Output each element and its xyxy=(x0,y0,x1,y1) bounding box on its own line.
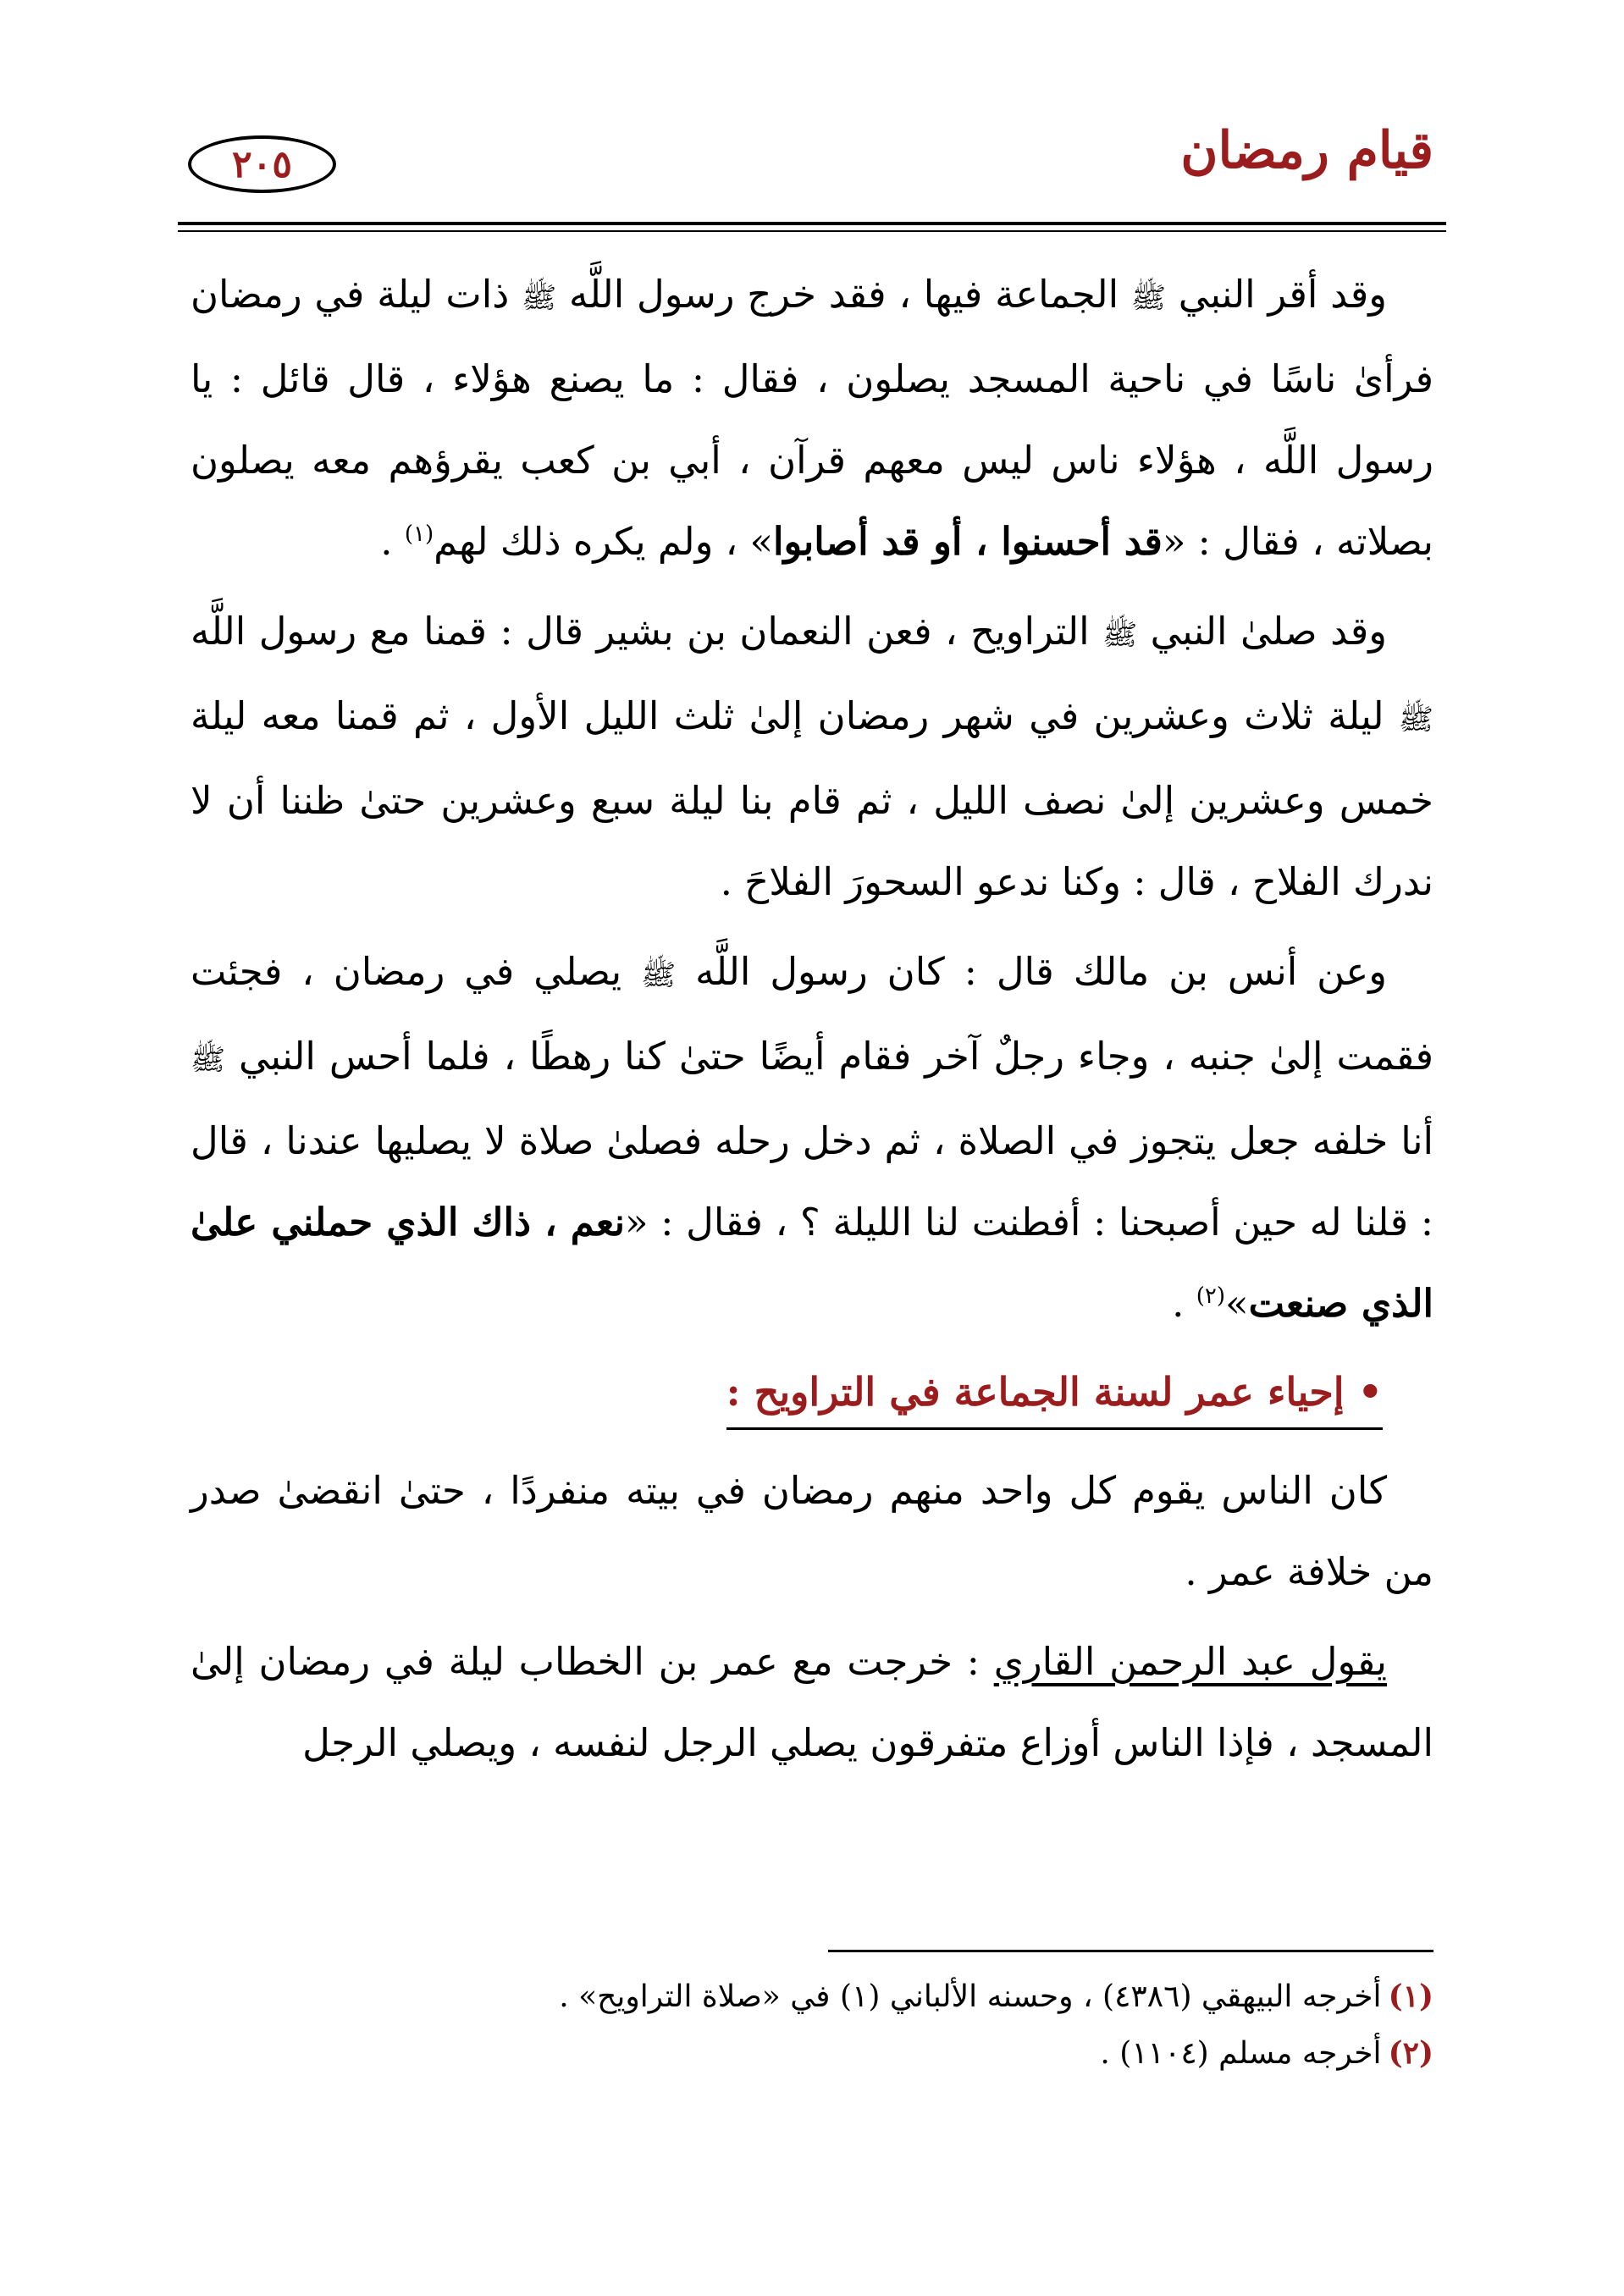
paragraph-4: كان الناس يقوم كل واحد منهم رمضان في بيته منفردًا ، حتىٰ انقضىٰ صدر من خلافة عمر . xyxy=(191,1468,1433,1594)
text-span: » xyxy=(1225,1281,1249,1326)
salutation-glyph: ﷺ xyxy=(1102,618,1138,652)
text-span: » ، ولم يكره ذلك لهم xyxy=(434,519,773,564)
paragraph-2 xyxy=(191,591,1433,923)
section-heading xyxy=(726,1358,1383,1430)
text-span: ذات ليلة في رمضان فرأىٰ ناسًا في ناحية المسجد يصلون ، فقال : ما يصنع هؤلاء ، قال قائل : يا رسول اللَّه ، هؤلاء ناس ليس معهم قرآن ، أبي بن كعب يقرؤهم معه يصلون بصلاته ، فقال : « xyxy=(191,272,1433,564)
salutation-glyph: ﷺ xyxy=(1130,281,1166,315)
salutation-glyph: ﷺ xyxy=(191,1043,226,1077)
text-span: وقد أقر النبي xyxy=(1166,272,1388,317)
text-span: . xyxy=(380,519,405,564)
footnote-2 xyxy=(191,2025,1433,2082)
text-span: التراويح ، فعن النعمان بن بشير قال : قمنا مع رسول اللَّه xyxy=(191,609,1103,654)
footnote-text: أخرجه مسلم (١١٠٤) . xyxy=(1100,2036,1382,2071)
paragraph-3 xyxy=(191,931,1433,1344)
footnote-number: (٢) xyxy=(1388,2035,1433,2071)
header-rule-thin xyxy=(178,230,1446,232)
section-heading-text: إحياء عمر لسنة الجماعة في التراويح : xyxy=(726,1369,1345,1415)
paragraph-1 xyxy=(191,254,1433,582)
footnote-ref-2[interactable]: (٢) xyxy=(1196,1283,1226,1309)
footnote-1 xyxy=(191,1968,1433,2025)
text-span: . xyxy=(1172,1281,1196,1326)
text-span: وعن أنس بن مالك قال : كان رسول اللَّه xyxy=(676,949,1388,994)
running-title: قيام رمضان xyxy=(1180,121,1433,180)
text-span: يصلي في رمضان ، فجئت فقمت إلىٰ جنبه ، وجاء رجلٌ آخر فقام أيضًا حتىٰ كنا رهطًا ، فلما أحس النبي xyxy=(191,949,1433,1079)
salutation-glyph: ﷺ xyxy=(522,281,557,315)
footnote-ref-1[interactable]: (١) xyxy=(404,522,434,547)
page-number-oval xyxy=(188,135,336,193)
footnote-text: أخرجه البيهقي (٤٣٨٦) ، وحسنه الألباني (١) في «صلاة التراويح» . xyxy=(559,1979,1382,2014)
footnote-separator xyxy=(828,1950,1433,1952)
footnotes xyxy=(191,1968,1433,2082)
text-span: وقد صلىٰ النبي xyxy=(1137,609,1387,654)
text-span: أنا خلفه جعل يتجوز في الصلاة ، ثم دخل رحله فصلىٰ صلاة لا يصليها عندنا ، قال : قلنا له حين أصبحنا : أفطنت لنا الليلة ؟ ، فقال : « xyxy=(191,1118,1433,1245)
page-number: ٢٠٥ xyxy=(232,142,292,186)
main-text xyxy=(191,254,1433,1784)
header-rule-thick xyxy=(178,222,1446,225)
bold-quote: قد أحسنوا ، أو قد أصابوا xyxy=(772,519,1163,564)
text-span: الجماعة فيها ، فقد خرج رسول اللَّه xyxy=(556,272,1131,317)
bullet-icon: • xyxy=(1357,1369,1383,1415)
paragraph-5 xyxy=(191,1621,1433,1784)
salutation-glyph: ﷺ xyxy=(641,958,677,992)
salutation-glyph: ﷺ xyxy=(1398,703,1433,737)
text-span: : خرجت مع عمر بن الخطاب ليلة في رمضان إلىٰ المسجد ، فإذا الناس أوزاع متفرقون يصلي الرجل لنفسه ، ويصلي الرجل xyxy=(191,1639,1433,1765)
underlined-narrator: يقول عبد الرحمن القاري xyxy=(993,1639,1387,1684)
bold-quote: نعم ، ذاك الذي حملني علىٰ الذي صنعت xyxy=(191,1200,1433,1326)
footnote-number: (١) xyxy=(1388,1979,1433,2014)
text-span: ليلة ثلاث وعشرين في شهر رمضان إلىٰ ثلث الليل الأول ، ثم قمنا معه ليلة خمس وعشرين إلىٰ نصف الليل ، ثم قام بنا ليلة سبع وعشرين حتىٰ ظننا أن لا ندرك الفلاح ، قال : وكنا ندعو السحورَ الفلاحَ . xyxy=(191,693,1433,904)
